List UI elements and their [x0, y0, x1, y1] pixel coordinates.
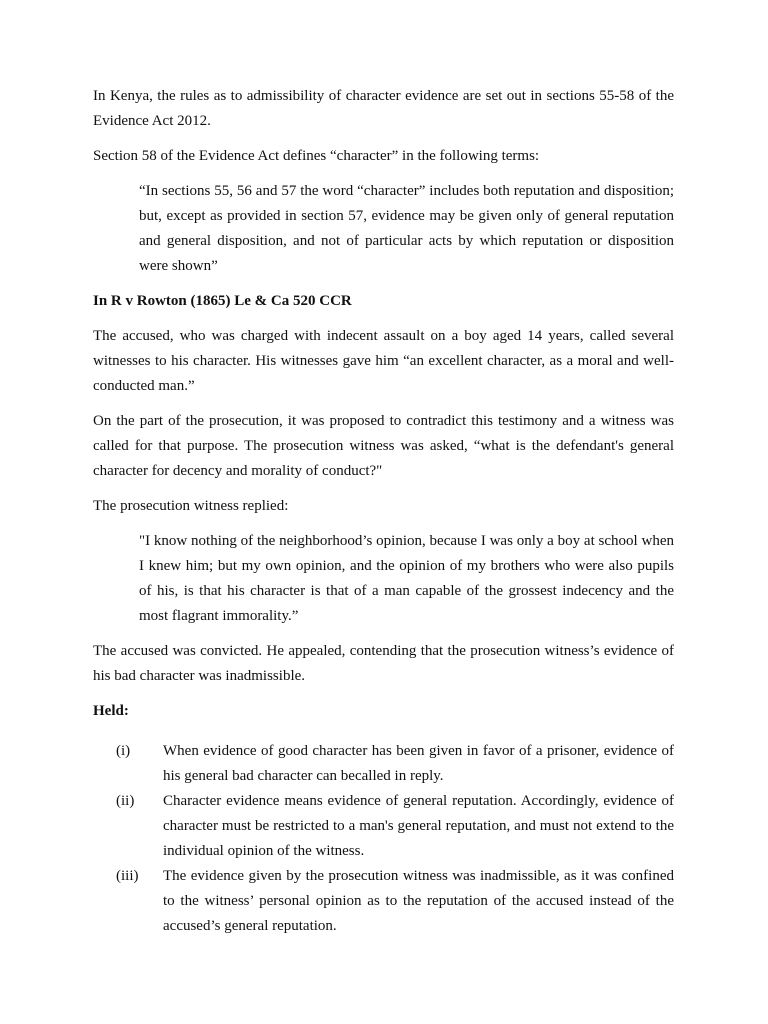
witness-replied: The prosecution witness replied:: [93, 498, 289, 514]
holding-text: When evidence of good character has been given in favor of a prisoner, evidence of his general bad character can becalled in reply.: [163, 743, 674, 784]
holding-item: [93, 739, 674, 789]
section-58-intro: Section 58 of the Evidence Act defines “character” in the following terms:: [93, 148, 540, 164]
document-page: [93, 84, 674, 939]
witness-quote: "I know nothing of the neighborhood’s opinion, because I was only a boy at school when I knew him; but my own opinion, and the opinion of my brothers who were also pupils of his, is that his character is that of a man capable of the grossest indecency and the most flagrant immorality.”: [139, 533, 674, 624]
facts-paragraph: The accused, who was charged with indecent assault on a boy aged 14 years, called several witnesses to his character. His witnesses gave him “an excellent character, as a moral and well-conducted man.”: [93, 328, 674, 394]
holding-text: Character evidence means evidence of general reputation. Accordingly, evidence of character must be restricted to a man's general reputation, and must not extend to the individual opinion of the witness.: [163, 793, 674, 859]
appeal-paragraph: The accused was convicted. He appealed, contending that the prosecution witness’s evidence of his bad character was inadmissible.: [93, 643, 674, 684]
holding-item: [93, 864, 674, 939]
held-label: Held:: [93, 703, 129, 719]
holding-number: (iii): [116, 868, 139, 884]
holding-number: (i): [116, 743, 131, 759]
prosecution-paragraph: On the part of the prosecution, it was proposed to contradict this testimony and a witness was called for that purpose. The prosecution witness was asked, “what is the defendant's general character for decency and morality of conduct?": [93, 413, 674, 479]
holding-number: (ii): [116, 793, 135, 809]
holding-item: [93, 789, 674, 864]
section-58-quote: “In sections 55, 56 and 57 the word “character” includes both reputation and disposition; but, except as provided in section 57, evidence may be given only of general reputation and general disposition, and not of particular acts by which reputation or disposition were shown”: [139, 183, 674, 274]
holdings-list: [93, 739, 674, 939]
holding-text: The evidence given by the prosecution witness was inadmissible, as it was confined to the witness’ personal opinion as to the reputation of the accused instead of the accused’s general reputation.: [163, 868, 674, 934]
intro-paragraph: In Kenya, the rules as to admissibility of character evidence are set out in sections 55-58 of the Evidence Act 2012.: [93, 88, 674, 129]
case-heading: In R v Rowton (1865) Le & Ca 520 CCR: [93, 293, 352, 309]
